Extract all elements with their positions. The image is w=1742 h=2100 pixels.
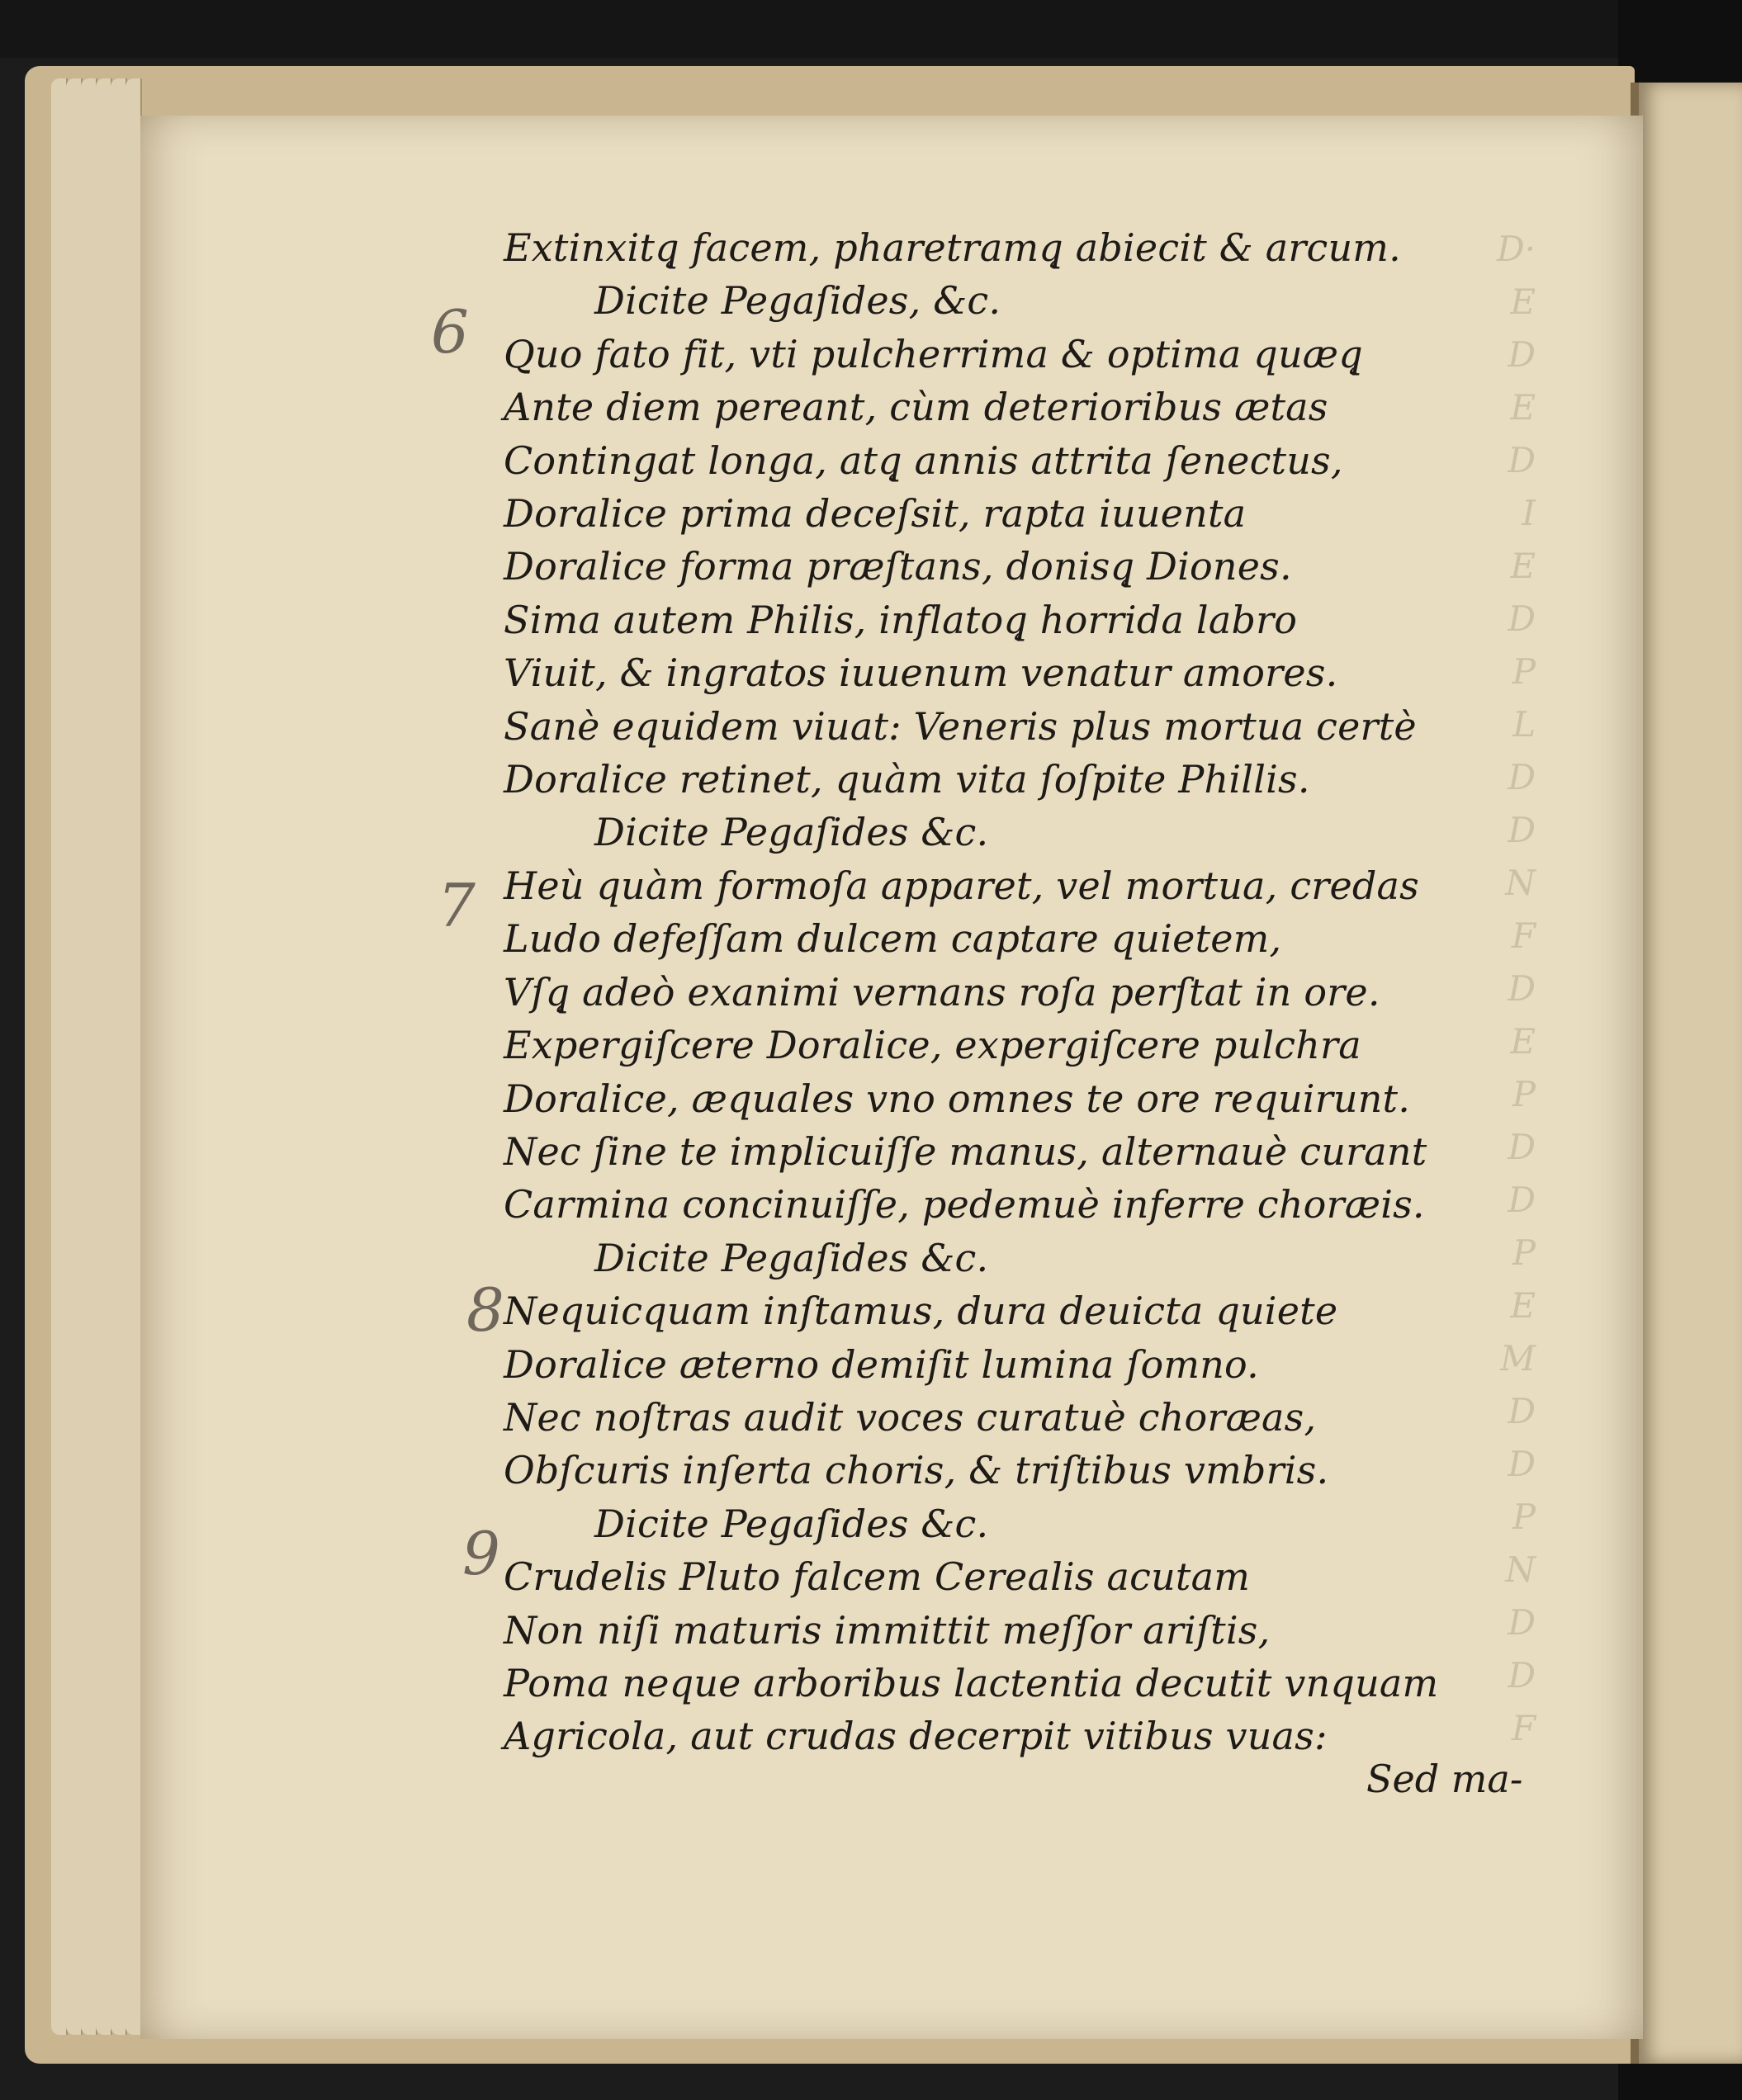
- verse-line: Nequicquam inſtamus, dura deuicta quiete: [504, 1289, 1338, 1334]
- verse-line: Obſcuris inſerta choris, & triſtibus vmbris.: [504, 1448, 1329, 1493]
- verse-line: Doralice æterno demiſit lumina ſomno.: [504, 1341, 1259, 1387]
- verse-line: Agricola, aut crudas decerpit vitibus vuas:: [504, 1714, 1328, 1759]
- verse-line: Quo fato fit, vti pulcherrima & optima quæq̨: [504, 331, 1363, 376]
- verse-line: Doralice retinet, quàm vita ſoſpite Phillis.: [504, 757, 1310, 802]
- verse-line: Carmina concinuiſſe, pedemuè inferre choræis.: [504, 1182, 1425, 1227]
- verse-line: Expergiſcere Doralice, expergiſcere pulchra: [504, 1023, 1361, 1068]
- verse-line: Nec noſtras audit voces curatuè choræas,: [504, 1394, 1317, 1440]
- margin-note: 6: [431, 297, 469, 367]
- verse-line: Sima autem Philis, inflatoq̨ horrida labro: [504, 597, 1298, 642]
- page-edge: [81, 78, 97, 2035]
- page-edge: [51, 78, 68, 2035]
- bleed-through-text: D· E D E D I E D P L D D N F D E P D D P E M D D P N D D F: [1496, 229, 1536, 1748]
- verse-line: Doralice forma præſtans, donisq̨ Diones.: [504, 544, 1292, 589]
- refrain-line: Dicite Pegaſides &c.: [594, 1501, 989, 1546]
- verse-line: Viuit, & ingratos iuuenum venatur amores.: [504, 650, 1338, 696]
- verse-line: Doralice, æquales vno omnes te ore requirunt.: [504, 1076, 1411, 1121]
- verse-line: Poma neque arboribus lactentia decutit vnquam: [504, 1660, 1439, 1705]
- page-edge: [111, 78, 127, 2035]
- page-edge: [66, 78, 83, 2035]
- facing-page: [1639, 83, 1742, 2064]
- verse-line: Ante diem pereant, cùm deterioribus ætas: [504, 385, 1328, 430]
- page-edge: [96, 78, 112, 2035]
- verse-line: Contingat longa, atq̨ annis attrita ſenectus,: [504, 438, 1343, 483]
- refrain-line: Dicite Pegaſides &c.: [594, 1235, 989, 1280]
- margin-note: 8: [466, 1275, 504, 1345]
- verse-line: Doralice prima deceſsit, rapta iuuenta: [504, 491, 1247, 537]
- refrain-line: Dicite Pegaſides, &c.: [594, 278, 1001, 324]
- poem-text: [504, 221, 1536, 1763]
- verse-line: Heù quàm formoſa apparet, vel mortua, credas: [504, 863, 1419, 908]
- margin-note: 7: [438, 871, 476, 940]
- verse-line: Nec ſine te implicuiſſe manus, alternauè curant: [504, 1128, 1427, 1174]
- catchword: Sed ma-: [1366, 1757, 1523, 1801]
- refrain-line: Dicite Pegaſides &c.: [594, 810, 989, 855]
- verse-line: Crudelis Pluto falcem Cerealis acutam: [504, 1554, 1251, 1600]
- verse-line: Extinxitq̨ facem, pharetramq̨ abiecit & arcum.: [504, 225, 1401, 270]
- verse-line: Vſq̨ adeò exanimi vernans roſa perſtat in ore.: [504, 969, 1380, 1015]
- margin-note: 9: [462, 1519, 500, 1588]
- background-top: [0, 0, 1742, 58]
- verse-line: Sanè equidem viuat: Veneris plus mortua certè: [504, 703, 1417, 749]
- page-edge: [125, 78, 142, 2035]
- verse-line: Ludo defeſſam dulcem captare quietem,: [504, 916, 1282, 962]
- verse-line: Non niſi maturis immittit meſſor ariſtis,: [504, 1607, 1271, 1653]
